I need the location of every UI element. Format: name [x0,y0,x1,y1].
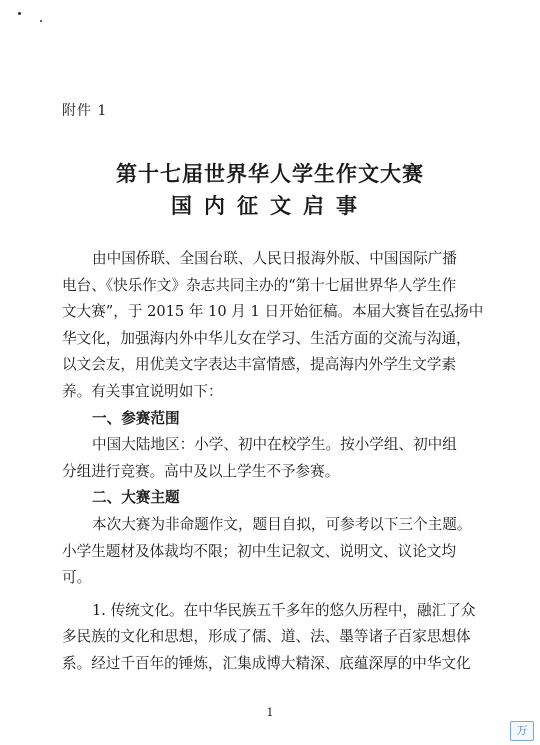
text-line: 中国大陆地区：小学、初中在校学生。按小学组、初中组 [92,436,457,454]
section-heading [62,406,482,433]
paragraph [62,432,482,485]
attachment-label: 附件 1 [62,103,108,119]
text-line: 华文化，加强海内外中华儿女在学习、生活方面的交流与沟通， [62,329,471,347]
text-line: 小学生题材及体裁均不限；初中生记叙文、说明文、议论文均 [62,542,457,560]
text-line: 分组进行竞赛。高中及以上学生不予参赛。 [62,462,340,480]
text-line: 由中国侨联、全国台联、人民日报海外版、中国国际广播 [92,250,457,267]
section-heading [62,485,482,512]
text-line: 文大赛”，于 2015 年 10 月 1 日开始征稿。本届大赛旨在弘扬中 [62,303,484,321]
text-line: 以文会友，用优美文字表达丰富情感，提高海内外学生文学素 [62,356,457,374]
document-subtitle: 国内征文启事 [171,193,369,218]
text-line: 电台、《快乐作文》杂志共同主办的“第十七届世界华人学生作 [62,276,457,294]
text-line: 1. 传统文化。在中华民族五千多年的悠久历程中，融汇了众 [92,601,476,619]
document-title: 第十七届世界华人学生作文大赛 [116,161,424,186]
paragraph [62,512,482,592]
text-line: 多民族的文化和思想，形成了儒、道、法、墨等诸子百家思想体 [62,628,471,646]
text-line: 本次大赛为非命题作文，题目自拟，可参考以下三个主题。 [92,515,472,533]
page-number: 1 [266,706,274,719]
watermark-logo: 万 [510,721,534,741]
heading-text: 一、参赛范围 [92,409,180,427]
text-line: 系。经过千百年的锤炼，汇集成博大精深、底蕴深厚的中华文化 [62,654,471,672]
paragraph [62,598,482,678]
text-line: 可。 [62,569,92,587]
scan-speck [40,20,42,22]
document-body [62,246,482,678]
text-line: 养。有关事宜说明如下： [62,382,223,400]
heading-text: 二、大赛主题 [92,489,180,507]
paragraph [62,246,482,406]
scan-speck [18,12,21,15]
